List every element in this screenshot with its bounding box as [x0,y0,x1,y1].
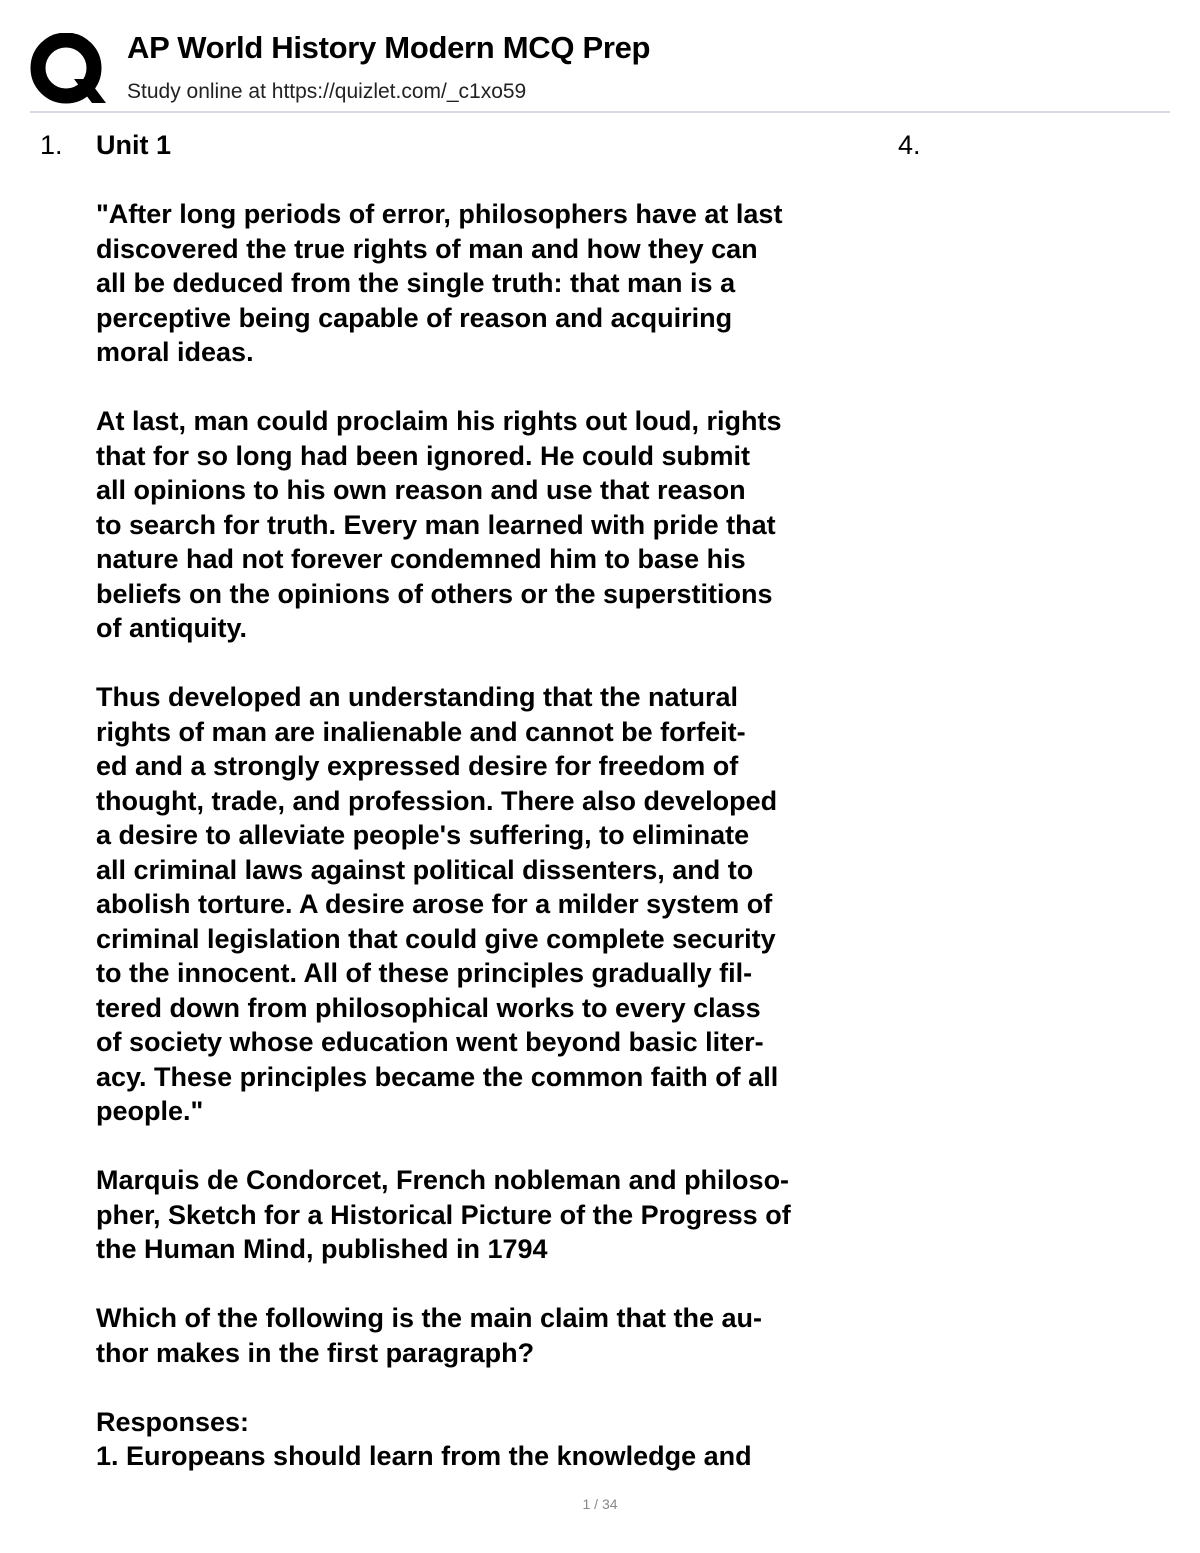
term-text-line: perceptive being capable of reason and acquiring [96,302,733,333]
term-text-line: Responses: [96,1406,250,1437]
term-text-line: tered down from philosophical works to every class [96,992,761,1023]
card-number: 1. [40,130,63,160]
page-indicator: 1 / 34 [582,1496,618,1512]
term-text-line: that for so long had been ignored. He could submit [96,440,751,471]
term-text-line: a desire to alleviate people's suffering, to eliminate [96,820,750,850]
term-text-line: pher, Sketch for a Historical Picture of the Progress of [96,1199,791,1230]
term-text-line: thought, trade, and profession. There also developed [96,785,778,816]
term-text-line: criminal legislation that could give complete security [96,923,776,954]
term-text-line: Unit 1 [96,130,172,160]
quizlet-logo-icon [30,33,108,105]
term-text-line: Which of the following is the main claim that the au- [96,1303,763,1333]
card-term [96,128,896,1474]
term-text-line: all criminal laws against political dissenters, and to [96,854,754,885]
term-text-line: to search for truth. Every man learned with pride that [96,509,776,540]
blank-line [96,1370,896,1405]
term-text-line: abolish torture. A desire arose for a milder system of [96,889,773,919]
study-online-link[interactable]: Study online at https://quizlet.com/_c1xo59 [127,80,527,103]
blank-line [96,1129,896,1164]
blank-line [96,163,896,198]
term-text-line: the Human Mind, published in 1794 [96,1234,548,1264]
term-text-line: Thus developed an understanding that the natural [96,682,739,712]
term-text-line: Marquis de Condorcet, French nobleman and philoso- [96,1165,790,1195]
term-text-line: "After long periods of error, philosophers have at last [96,199,783,229]
answer-number: 4. [898,130,921,160]
term-text-line: all be deduced from the single truth: that man is a [96,268,736,298]
term-text-line: nature had not forever condemned him to base his [96,544,746,574]
term-text-line: discovered the true rights of man and how they can [96,233,758,264]
term-text-line: people." [96,1096,204,1126]
term-text-line: to the innocent. All of these principles gradually fil- [96,958,753,988]
blank-line [96,370,896,405]
term-text-line: all opinions to his own reason and use that reason [96,475,746,505]
term-text-line: acy. These principles became the common faith of all [96,1061,779,1092]
term-text-line: moral ideas. [96,337,254,367]
term-text-line: ed and a strongly expressed desire for freedom of [96,751,739,781]
term-text-line: 1. Europeans should learn from the knowledge and [96,1441,752,1471]
term-text-line: beliefs on the opinions of others or the superstitions [96,578,773,609]
term-text-line: of society whose education went beyond basic liter- [96,1027,764,1057]
blank-line [96,646,896,681]
term-text-line: of antiquity. [96,613,247,643]
header-divider [30,111,1170,113]
blank-line [96,1267,896,1302]
term-text-line: At last, man could proclaim his rights out loud, rights [96,406,782,436]
term-text-line: rights of man are inalienable and cannot be forfeit- [96,716,746,747]
document-title: AP World History Modern MCQ Prep [127,30,651,65]
term-text-line: thor makes in the first paragraph? [96,1337,535,1368]
